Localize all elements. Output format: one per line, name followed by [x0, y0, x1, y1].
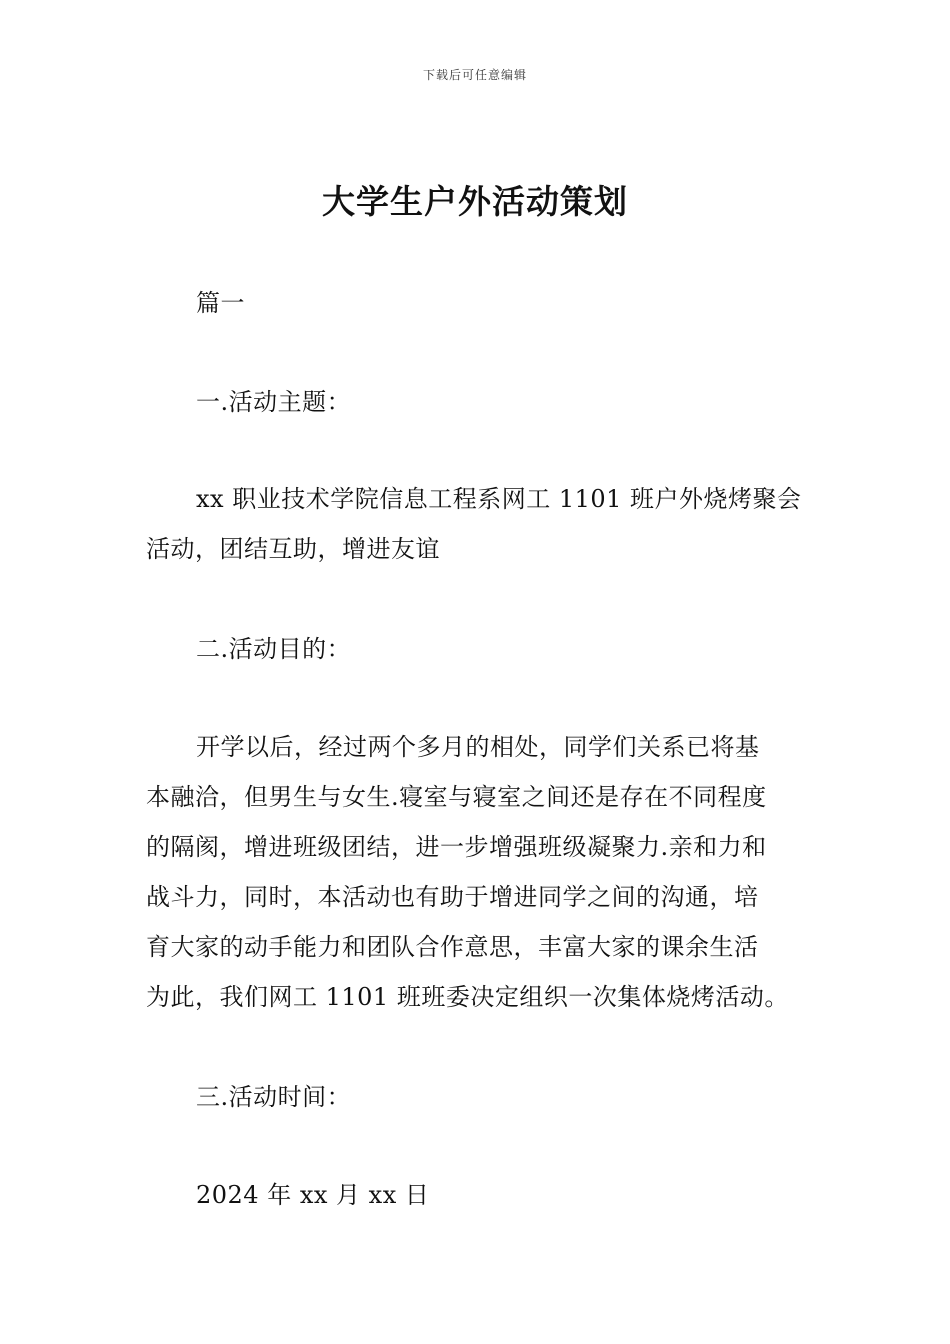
heading-activity-theme-text: 一.活动主题： — [196, 388, 352, 416]
section-label-text: 篇一 — [196, 289, 245, 317]
activity-date — [146, 1170, 808, 1220]
page-header-note: 下载后可任意编辑 — [422, 68, 527, 82]
paragraph-activity-purpose — [146, 722, 808, 1022]
activity-date-text: 2024 年 xx 月 xx 日 — [196, 1181, 430, 1209]
paragraph-line: 的隔阂，增进班级团结，进一步增强班级凝聚力.亲和力和 — [146, 833, 767, 861]
heading-activity-purpose — [146, 624, 808, 674]
paragraph-line: 育大家的动手能力和团队合作意思，丰富大家的课余生活 — [146, 933, 759, 961]
paragraph-line: 开学以后，经过两个多月的相处，同学们关系已将基 — [196, 733, 760, 761]
heading-activity-time — [146, 1072, 808, 1122]
paragraph-line: 活动，团结互助，增进友谊 — [146, 535, 440, 563]
paragraph-line: 为此，我们网工 1101 班班委决定组织一次集体烧烤活动。 — [146, 983, 789, 1011]
paragraph-line: 本融洽，但男生与女生.寝室与寝室之间还是存在不同程度 — [146, 783, 767, 811]
paragraph-line: 战斗力，同时，本活动也有助于增进同学之间的沟通，培 — [146, 883, 759, 911]
heading-activity-purpose-text: 二.活动目的： — [196, 635, 352, 663]
heading-activity-theme — [146, 377, 808, 427]
paragraph-activity-theme — [146, 474, 808, 574]
paragraph-line: xx 职业技术学院信息工程系网工 1101 班户外烧烤聚会 — [196, 485, 802, 513]
heading-activity-time-text: 三.活动时间： — [196, 1083, 352, 1111]
document-title: 大学生户外活动策划 — [322, 182, 628, 221]
section-label — [146, 278, 808, 328]
